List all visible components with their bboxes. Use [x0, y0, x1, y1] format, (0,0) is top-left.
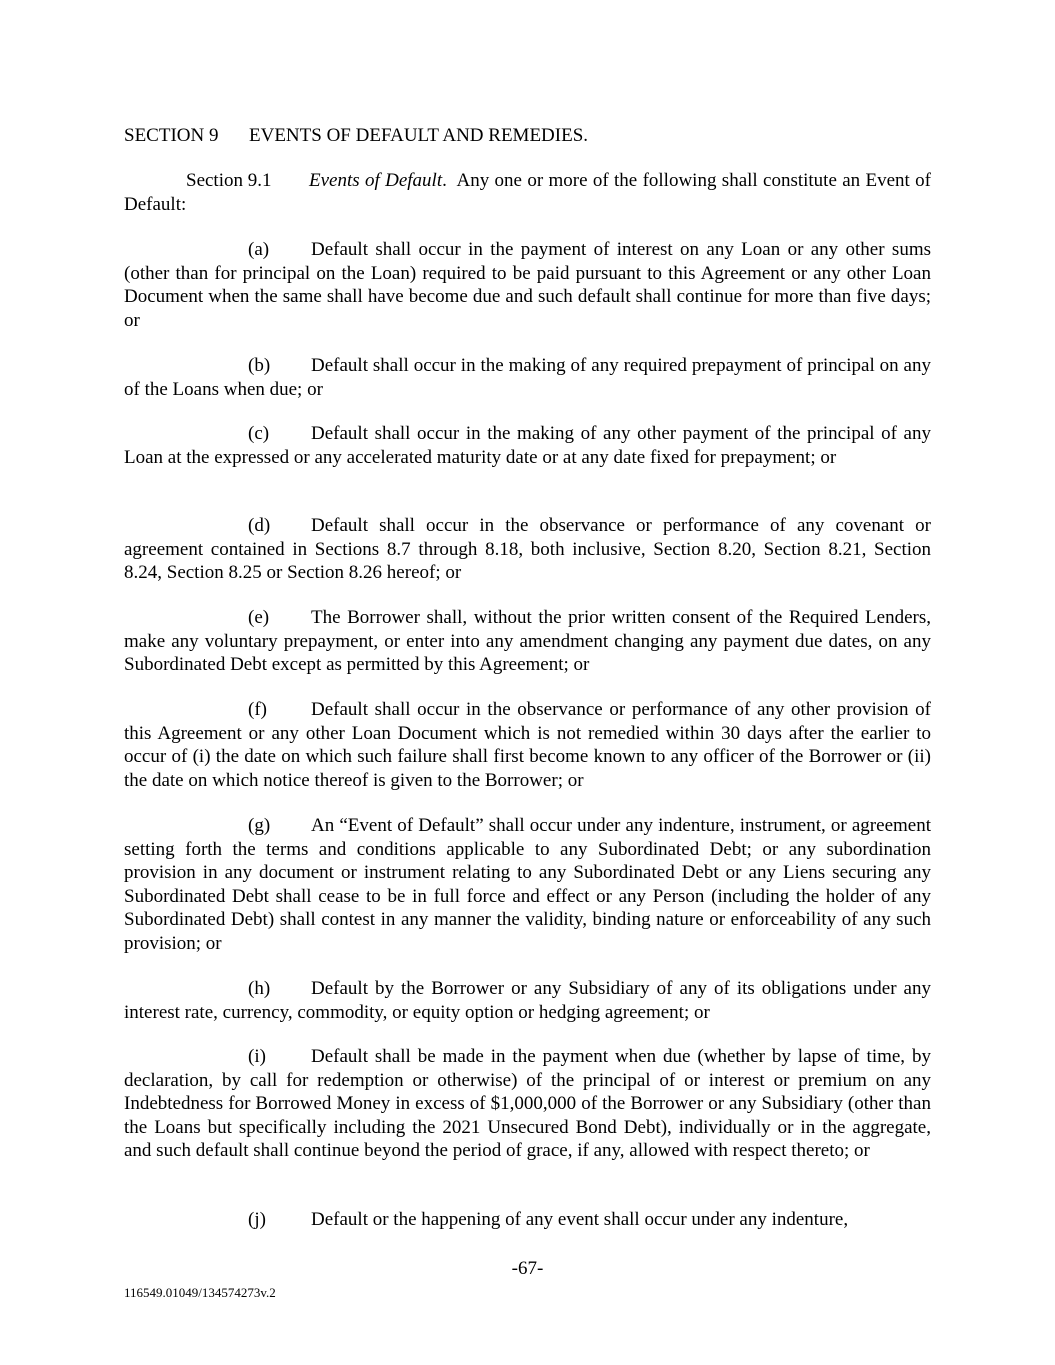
paragraph-label: (b): [248, 355, 271, 376]
paragraph-text: The Borrower shall, without the prior written consent of the Required Lenders, make any voluntary prepayment, or enter into any amendment changing any payment due dates, on any Subordinated Debt except as permitted by this Agreement; or: [124, 607, 931, 675]
paragraph-b: [124, 354, 931, 401]
paragraph-text: An “Event of Default” shall occur under any indenture, instrument, or agreement setting forth the terms and conditions applicable to any Subordinated Debt; or any subordination provision in any document or instrument relating to any Subordinated Debt or any Liens securing any Subordinated Debt shall cease to be in full force and effect or any Person (including the holder of any Subordinated Debt) shall contest in any manner the validity, binding nature or enforceability of any such provision; or: [124, 815, 931, 954]
document-id: 116549.01049/134574273v.2: [124, 1285, 276, 1300]
page-number: -67-: [511, 1258, 544, 1279]
paragraph-a: [124, 238, 931, 332]
paragraph-text: Default shall occur in the making of any required prepayment of principal on any of the Loans when due; or: [124, 355, 931, 400]
paragraph-j: [124, 1208, 931, 1232]
paragraph-text: Default shall occur in the observance or performance of any other provision of this Agreement or any other Loan Document which is not remedied within 30 days after the earlier to occur of (i) the date on which such failure shall first become known to any officer of the Borrower or (ii) the date on which notice thereof is given to the Borrower; or: [124, 699, 931, 791]
paragraph-label: (h): [248, 978, 271, 999]
section-title: EVENTS OF DEFAULT AND REMEDIES.: [249, 125, 589, 146]
subsection-9-1: Section 9.1 Events of Default. Any one or more of the following shall constitute an Event of Default:: [124, 170, 931, 215]
paragraph-text: Default or the happening of any event shall occur under any indenture,: [311, 1209, 849, 1230]
paragraph-label: (d): [248, 515, 271, 536]
paragraph-text: Default shall be made in the payment when due (whether by lapse of time, by declaration, by call for redemption or otherwise) of the principal of or interest or premium on any Indebtedness for Borrowed Money in excess of $1,000,000 of the Borrower or any Subsidiary (other than the Loans but specifically including the 2021 Unsecured Bond Debt), individually or in the aggregate, and such default shall continue beyond the period of grace, if any, allowed with respect thereto; or: [124, 1046, 931, 1161]
subsection-number: Section 9.1: [186, 170, 272, 191]
paragraph-label: (a): [248, 239, 270, 260]
section-heading: [124, 124, 588, 148]
paragraph-i: [124, 1045, 931, 1163]
paragraph-g: [124, 814, 931, 955]
paragraph-label: (e): [248, 607, 270, 628]
section-number: SECTION 9: [124, 125, 219, 146]
paragraph-f: [124, 698, 931, 792]
subsection-text: Any one or more of the following shall constitute an Event of Default:: [124, 170, 931, 215]
paragraph-text: Default shall occur in the payment of interest on any Loan or any other sums (other than for principal on the Loan) required to be paid pursuant to this Agreement or any other Loan Document when the same shall have become due and such default shall continue for more than five days; or: [124, 239, 931, 331]
paragraph-label: (c): [248, 423, 270, 444]
paragraph-h: [124, 977, 931, 1024]
paragraph-c: [124, 422, 931, 469]
paragraph-label: (f): [248, 699, 267, 720]
paragraph-text: Default shall occur in the observance or performance of any covenant or agreement contained in Sections 8.7 through 8.18, both inclusive, Section 8.20, Section 8.21, Section 8.24, Section 8.25 or Section 8.26 hereof; or: [124, 515, 931, 583]
paragraph-label: (g): [248, 815, 271, 836]
paragraph-text: Default shall occur in the making of any other payment of the principal of any Loan at the expressed or any accelerated maturity date or at any date fixed for prepayment; or: [124, 423, 931, 468]
paragraph-label: (j): [248, 1209, 266, 1230]
paragraph-e: [124, 606, 931, 677]
paragraph-label: (i): [248, 1046, 266, 1067]
paragraph-text: Default by the Borrower or any Subsidiary of any of its obligations under any interest rate, currency, commodity, or equity option or hedging agreement; or: [124, 978, 931, 1023]
paragraph-d: [124, 514, 931, 585]
subsection-title: Events of Default: [309, 170, 443, 191]
